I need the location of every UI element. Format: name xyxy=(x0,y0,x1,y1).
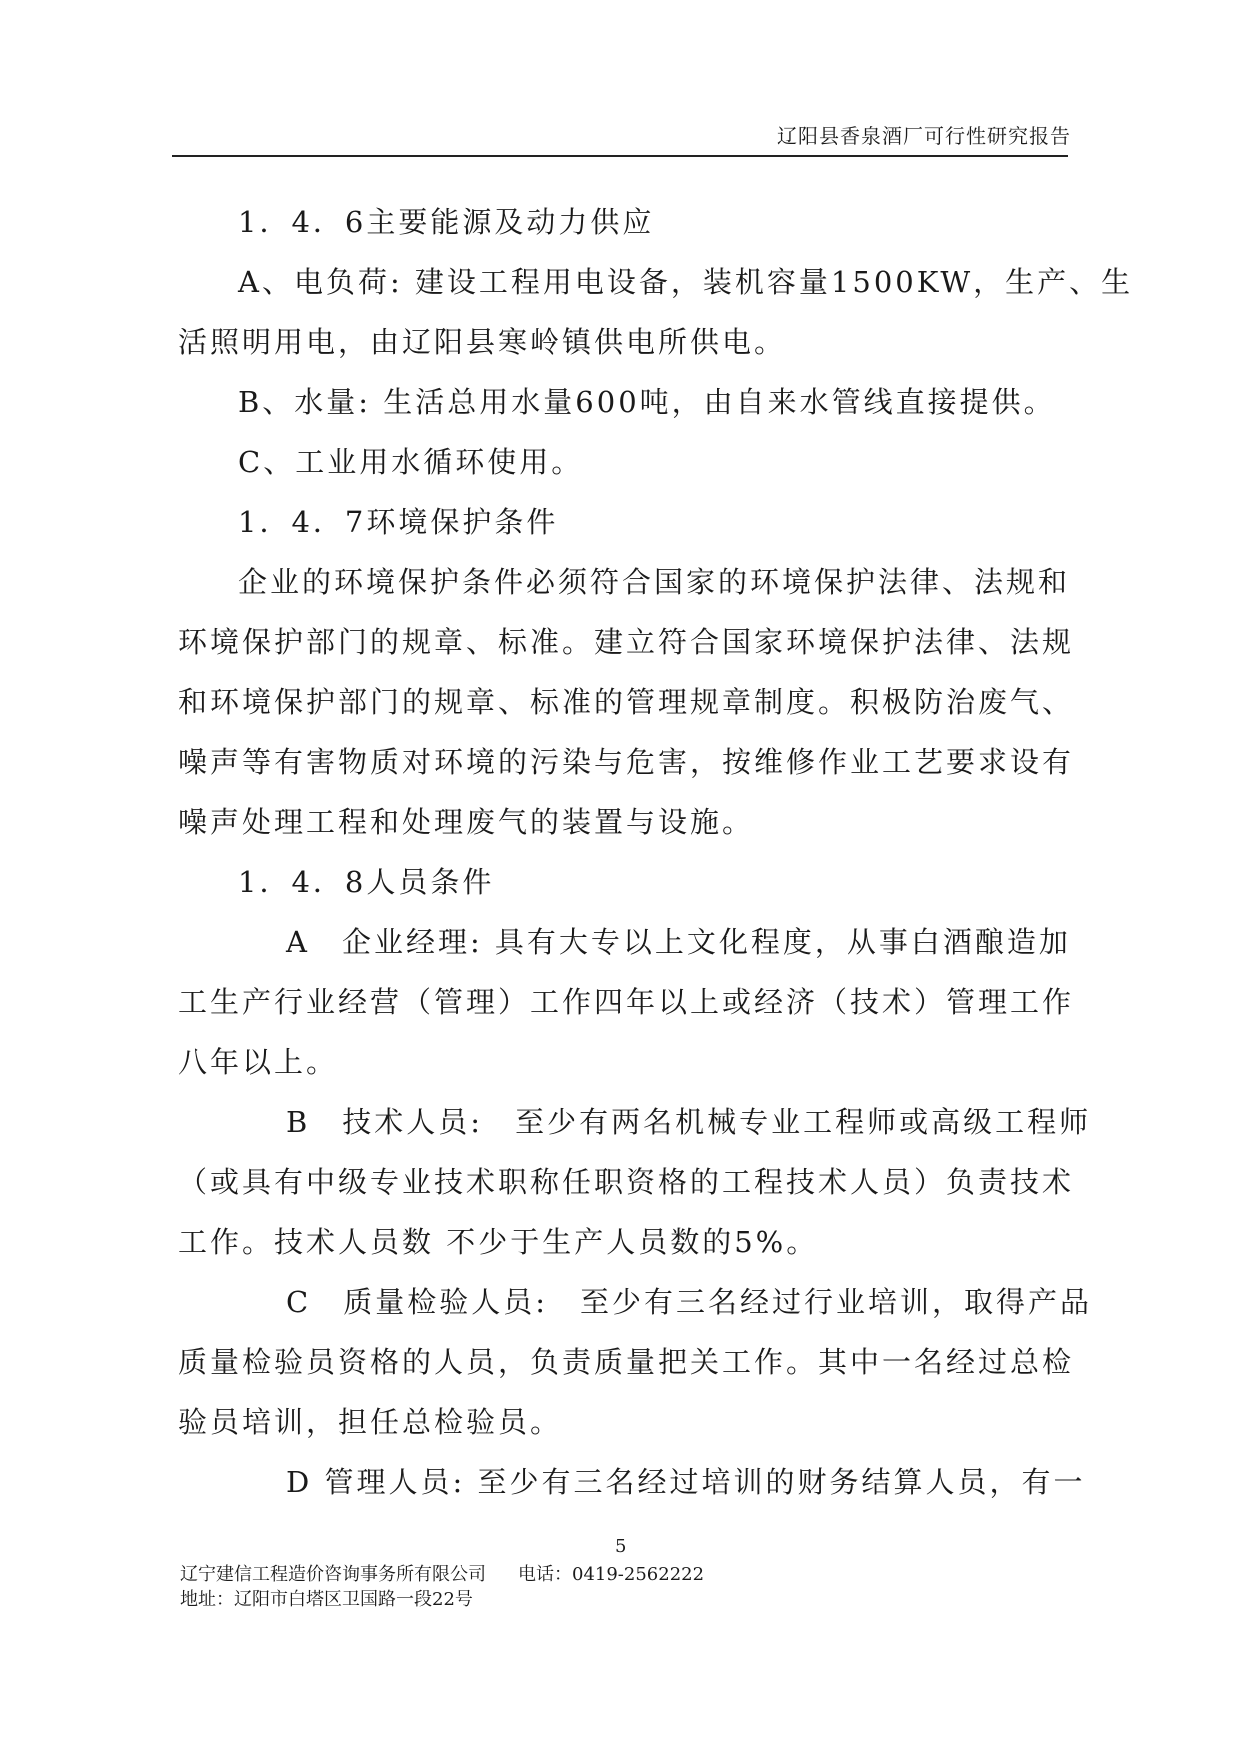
header-title: 辽阳县香泉酒厂可行性研究报告 xyxy=(777,124,1071,148)
paragraph-line: 噪声处理工程和处理废气的装置与设施。 xyxy=(178,805,755,839)
paragraph-line: C、工业用水循环使用。 xyxy=(238,445,584,479)
paragraph-line: 企业的环境保护条件必须符合国家的环境保护法律、法规和 xyxy=(238,565,1071,599)
footer-phone: 电话：0419-2562222 xyxy=(518,1564,705,1585)
paragraph-line: 质量检验员资格的人员，负责质量把关工作。其中一名经过总检 xyxy=(178,1345,1075,1379)
paragraph-line: 和环境保护部门的规章、标准的管理规章制度。积极防治废气、 xyxy=(178,685,1075,719)
section-heading: 1．4．6主要能源及动力供应 xyxy=(238,205,655,239)
document-body xyxy=(178,192,1134,1512)
paragraph-line: D 管理人员: 至少有三名经过培训的财务结算人员，有一 xyxy=(286,1465,1086,1499)
page-number: 5 xyxy=(615,1536,627,1557)
header-divider xyxy=(172,155,1068,157)
paragraph-line: （或具有中级专业技术职称任职资格的工程技术人员）负责技术 xyxy=(178,1165,1075,1199)
paragraph-line: 噪声等有害物质对环境的污染与危害，按维修作业工艺要求设有 xyxy=(178,745,1075,779)
footer-company: 辽宁建信工程造价咨询事务所有限公司 xyxy=(180,1564,486,1585)
paragraph-line: C 质量检验人员: 至少有三名经过行业培训，取得产品 xyxy=(286,1285,1092,1319)
paragraph-line: B、水量: 生活总用水量600吨，由自来水管线直接提供。 xyxy=(238,385,1056,419)
footer-company-line xyxy=(180,1560,704,1586)
section-heading: 1．4．7环境保护条件 xyxy=(238,505,559,539)
paragraph-line: 工作。技术人员数 不少于生产人员数的5%。 xyxy=(178,1225,819,1259)
paragraph-line: B 技术人员: 至少有两名机械专业工程师或高级工程师 xyxy=(286,1105,1092,1139)
paragraph-line: 工生产行业经营（管理）工作四年以上或经济（技术）管理工作 xyxy=(178,985,1075,1019)
section-heading: 1．4．8人员条件 xyxy=(238,865,495,899)
paragraph-line: A 企业经理: 具有大专以上文化程度，从事白酒酿造加 xyxy=(286,925,1071,959)
paragraph-line: 活照明用电，由辽阳县寒岭镇供电所供电。 xyxy=(178,325,787,359)
paragraph-line: A、电负荷: 建设工程用电设备，装机容量1500KW，生产、生 xyxy=(238,265,1134,299)
paragraph-line: 验员培训，担任总检验员。 xyxy=(178,1405,563,1439)
footer-address: 地址：辽阳市白塔区卫国路一段22号 xyxy=(180,1589,473,1610)
paragraph-line: 八年以上。 xyxy=(178,1045,339,1079)
paragraph-line: 环境保护部门的规章、标准。建立符合国家环境保护法律、法规 xyxy=(178,625,1075,659)
